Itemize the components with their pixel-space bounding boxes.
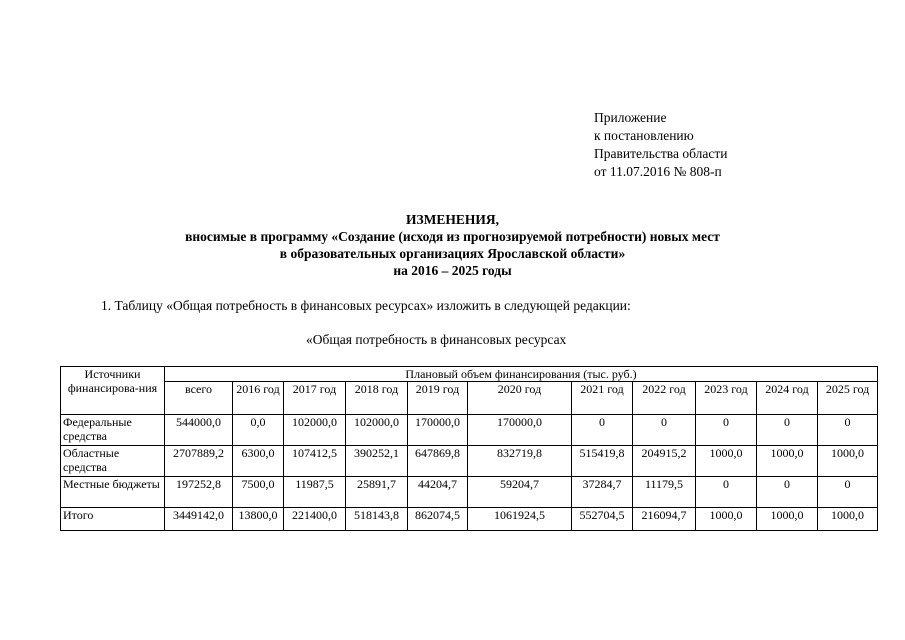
value-cell: 11179,5: [633, 477, 696, 508]
value-cell: 0: [633, 415, 696, 446]
value-cell: 0: [818, 415, 878, 446]
value-cell: 515419,8: [572, 446, 633, 477]
value-cell: 44204,7: [408, 477, 468, 508]
appendix-line: к постановлению: [594, 128, 694, 143]
value-cell: 197252,8: [165, 477, 233, 508]
value-cell: 170000,0: [408, 415, 468, 446]
year-column-header: 2016 год: [233, 382, 284, 415]
value-cell: 832719,8: [468, 446, 572, 477]
plan-column-header: Плановый объем финансирования (тыс. руб.): [165, 367, 878, 382]
year-column-header: 2024 год: [757, 382, 818, 415]
value-cell: 102000,0: [346, 415, 408, 446]
year-column-header: 2017 год: [284, 382, 346, 415]
value-cell: 1061924,5: [468, 508, 572, 531]
value-cell: 390252,1: [346, 446, 408, 477]
year-column-header: 2021 год: [572, 382, 633, 415]
value-cell: 0: [757, 477, 818, 508]
value-cell: 0: [696, 477, 757, 508]
value-cell: 1000,0: [757, 446, 818, 477]
value-cell: 0: [572, 415, 633, 446]
year-column-header: 2019 год: [408, 382, 468, 415]
source-cell: Итого: [61, 508, 165, 531]
value-cell: 1000,0: [757, 508, 818, 531]
year-column-header: 2020 год: [468, 382, 572, 415]
heading-line: в образовательных организациях Ярославской области»: [279, 246, 626, 261]
year-column-header: всего: [165, 382, 233, 415]
value-cell: 544000,0: [165, 415, 233, 446]
value-cell: 518143,8: [346, 508, 408, 531]
appendix-line: Правительства области: [594, 146, 728, 161]
value-cell: 0,0: [233, 415, 284, 446]
table-row: [61, 508, 878, 531]
value-cell: 1000,0: [818, 508, 878, 531]
value-cell: 1000,0: [818, 446, 878, 477]
value-cell: 37284,7: [572, 477, 633, 508]
value-cell: 221400,0: [284, 508, 346, 531]
year-column-header: 2018 год: [346, 382, 408, 415]
year-column-header: 2022 год: [633, 382, 696, 415]
financing-table: [60, 366, 878, 531]
value-cell: 0: [818, 477, 878, 508]
value-cell: 2707889,2: [165, 446, 233, 477]
year-column-header: 2025 год: [818, 382, 878, 415]
year-column-header: 2023 год: [696, 382, 757, 415]
value-cell: 11987,5: [284, 477, 346, 508]
table-caption: «Общая потребность в финансовых ресурсах: [306, 332, 567, 347]
value-cell: 0: [696, 415, 757, 446]
value-cell: 7500,0: [233, 477, 284, 508]
table-header-row: [61, 367, 878, 382]
value-cell: 3449142,0: [165, 508, 233, 531]
value-cell: 1000,0: [696, 446, 757, 477]
table-row: [61, 477, 878, 508]
heading-line: вносимые в программу «Создание (исходя из прогнозируемой потребности) новых мест: [185, 229, 720, 244]
value-cell: 170000,0: [468, 415, 572, 446]
source-cell: Местные бюджеты: [61, 477, 165, 508]
value-cell: 13800,0: [233, 508, 284, 531]
table-body: [61, 415, 878, 531]
value-cell: 0: [757, 415, 818, 446]
value-cell: 25891,7: [346, 477, 408, 508]
value-cell: 6300,0: [233, 446, 284, 477]
value-cell: 862074,5: [408, 508, 468, 531]
source-cell: Областные средства: [61, 446, 165, 477]
document-heading: [0, 211, 905, 279]
value-cell: 1000,0: [696, 508, 757, 531]
source-cell: Федеральные средства: [61, 415, 165, 446]
appendix-line: от 11.07.2016 № 808-п: [594, 164, 722, 179]
value-cell: 59204,7: [468, 477, 572, 508]
source-column-header: Источники финансирова-ния: [61, 367, 165, 415]
appendix-block: [594, 109, 727, 181]
heading-line: на 2016 – 2025 годы: [393, 263, 512, 278]
value-cell: 204915,2: [633, 446, 696, 477]
value-cell: 552704,5: [572, 508, 633, 531]
year-header-row: [61, 382, 878, 415]
value-cell: 107412,5: [284, 446, 346, 477]
document-title: ИЗМЕНЕНИЯ,: [405, 212, 499, 227]
table-row: [61, 415, 878, 446]
instruction-paragraph: 1. Таблицу «Общая потребность в финансовых ресурсах» изложить в следующей редакции:: [101, 298, 631, 313]
table-row: [61, 446, 878, 477]
appendix-line: Приложение: [594, 110, 667, 125]
value-cell: 647869,8: [408, 446, 468, 477]
value-cell: 102000,0: [284, 415, 346, 446]
value-cell: 216094,7: [633, 508, 696, 531]
